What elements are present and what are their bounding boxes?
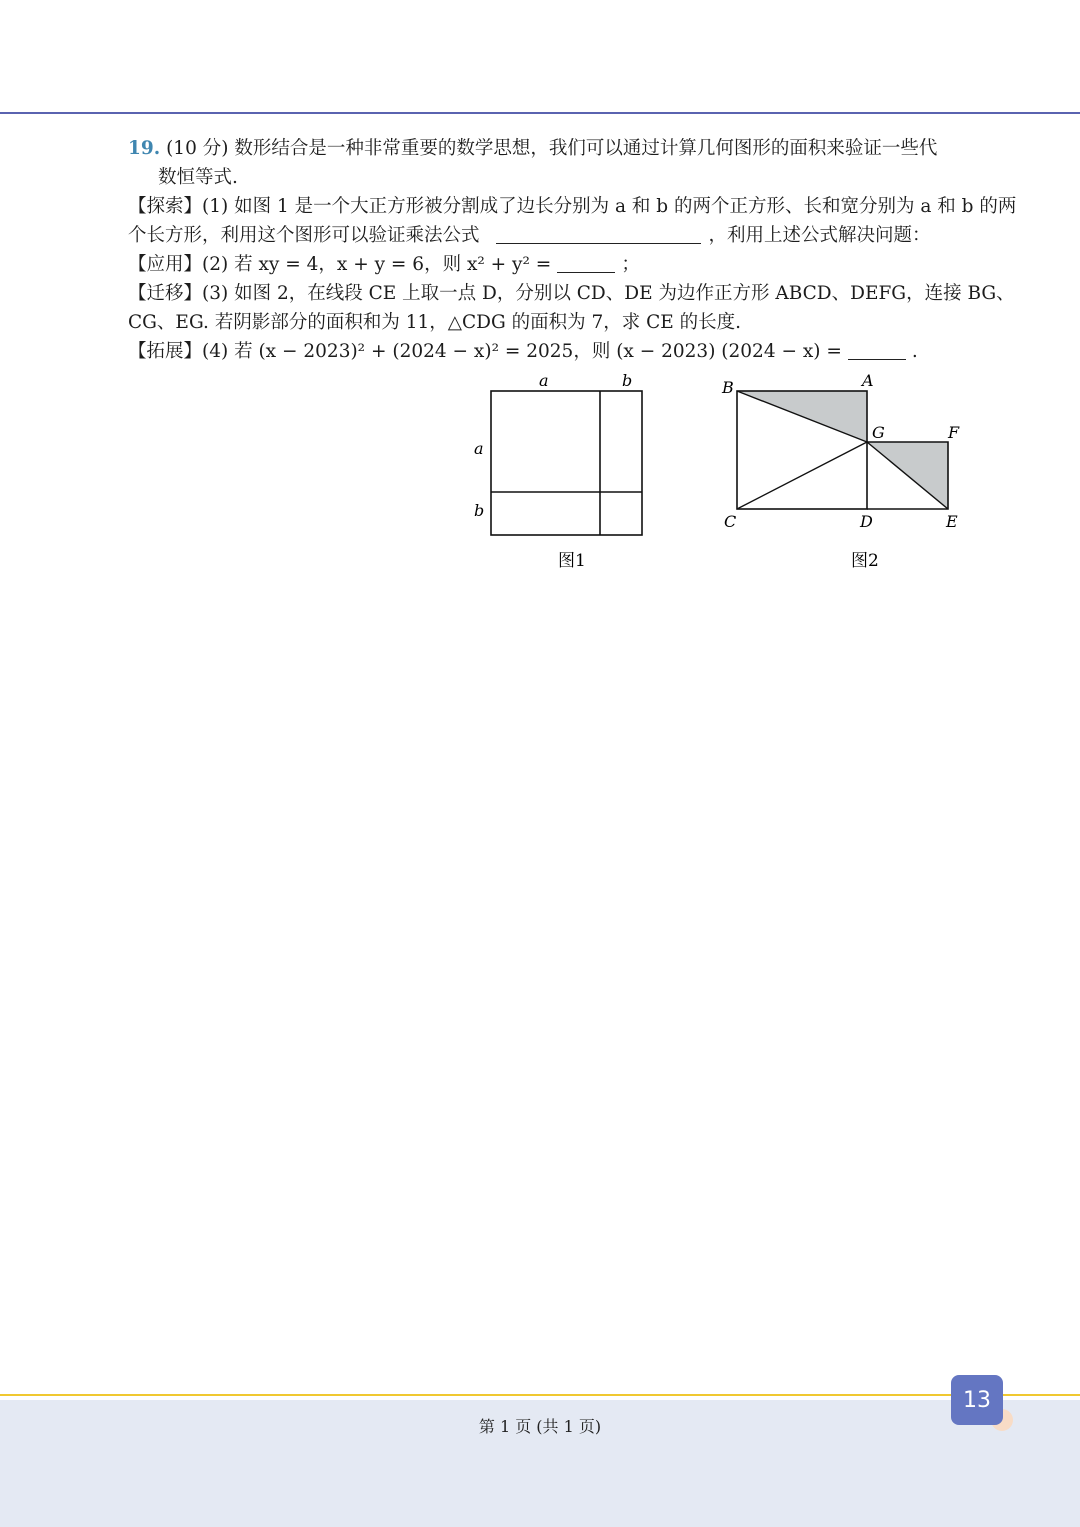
extend-text: 【拓展】(4) 若 (x − 2023)² + (2024 − x)² = 2025，则 (x − 2023) (2024 − x) = xyxy=(128,341,842,362)
question-number: 19. xyxy=(128,138,161,159)
intro-text: (10 分) 数形结合是一种非常重要的数学思想，我们可以通过计算几何图形的面积来验证一些代 xyxy=(166,138,938,159)
fig2-label-e: E xyxy=(946,512,958,531)
explore-text: 个长方形，利用这个图形可以验证乘法公式 xyxy=(128,225,480,246)
fig2-caption: 图2 xyxy=(851,551,879,571)
page-info: 第 1 页 (共 1 页) xyxy=(478,1417,602,1436)
fig2-label-g: G xyxy=(872,423,885,442)
fig2-label-b: B xyxy=(722,378,734,397)
fig2-label-c: C xyxy=(724,512,737,531)
fig2-label-d: D xyxy=(860,512,873,531)
apply-end: ； xyxy=(621,254,640,275)
apply-text: 【应用】(2) 若 xy = 4，x + y = 6，则 x² + y² = xyxy=(128,254,552,275)
fig1-label-side-b: b xyxy=(474,501,485,520)
fig1-label-top-b: b xyxy=(622,371,633,390)
page-number-badge: 13 xyxy=(951,1375,1003,1425)
extend-end: . xyxy=(911,341,918,362)
explore-text-end: ，利用上述公式解决问题： xyxy=(708,225,931,246)
bottom-rule xyxy=(0,1394,1080,1396)
fig2-segment-cg xyxy=(737,442,867,509)
fig1-label-top-a: a xyxy=(539,371,549,390)
transfer-line-2: CG、EG. 若阴影部分的面积和为 11，△CDG 的面积为 7，求 CE 的长度. xyxy=(128,312,742,333)
fig1-label-side-a: a xyxy=(474,439,484,458)
figure-2 xyxy=(721,371,960,571)
fig1-outer-square xyxy=(491,391,642,535)
figure-1 xyxy=(474,371,642,571)
figures xyxy=(0,0,1080,600)
fig2-label-a: A xyxy=(862,371,874,390)
explore-line-1: 【探索】(1) 如图 1 是一个大正方形被分割成了边长分别为 a 和 b 的两个正方形、长和宽分别为 a 和 b 的两 xyxy=(128,196,1017,217)
fig2-label-f: F xyxy=(948,423,960,442)
intro-line-2: 数恒等式. xyxy=(158,167,238,188)
fig1-caption: 图1 xyxy=(558,551,586,571)
transfer-line-1: 【迁移】(3) 如图 2，在线段 CE 上取一点 D，分别以 CD、DE 为边作正方形 ABCD、DEFG，连接 BG、 xyxy=(128,283,1015,304)
